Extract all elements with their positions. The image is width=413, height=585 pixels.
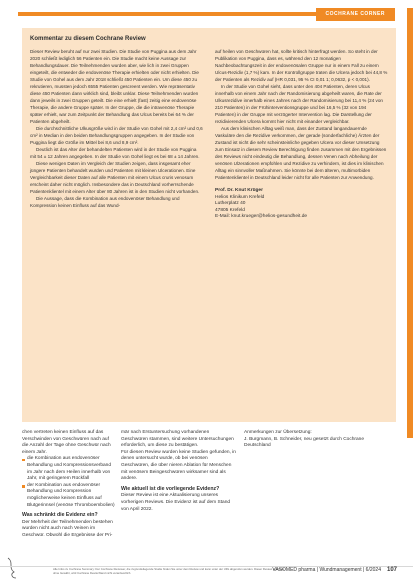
body-paragraph: Dieser Review ist eine Aktualisierung unseres vorherigen Reviews. Die Evidenz ist auf dem Stand von April 2022. bbox=[121, 493, 231, 512]
body-paragraph: Der Mehrheit der Teilnehmenden bestehen wurden nicht auch nach Veinen im Geschwür. Obwohl die Ergebnisse der Pri- bbox=[22, 519, 113, 538]
bullet-item: die Kombination aus endovenöser Behandlung und Kompressionsverband im Jahr nach dem Heilen innerhalb von Jahr, mit geringerem Rückfall bbox=[22, 456, 115, 482]
subheading: Was schränkt die Evidenz ein? bbox=[22, 512, 98, 519]
subheading: Wie aktuell ist die vorliegende Evidenz? bbox=[121, 485, 220, 492]
body-paragraph: Für diesen Review wurden keine Studien gefunden, in denen untersucht wurde, ob bei venösen Geschwüren, die über nieren Ablation für Menschen mit venösem Beingeschwüren wirksamer sind als andere. bbox=[121, 449, 236, 482]
commentary-paragraph: Aus dem klinischen Alltag weiß man, dass der Zustand langandauernde Vaskuläre den die Rezidive verkommen, der gerade (sonderfachliche) Ärzten der Zustand ist nicht die sehr scheinsteinliche gegeben Ulcera vor dieser Umsetzung zum Einsatz in diesem Review Berechtigung finden zusammen mit den Ergebnissen des Reviews nicht eindeutig die Behandlung, dessen Venen nach Abheilung der venösen Ulzerationen empfohlen und Rezidive zu verhindern, ist dies im klinischen Alltag ein sinnvoller Maßnahmen. Sie könnte bei dem älteren, multimorbiden Patientenklientel in Deutschland leider nicht für alle Patienten zur Anwendung. bbox=[215, 126, 387, 180]
commentary-box bbox=[22, 28, 396, 422]
author-email: E-Mail: knut.krueger@helios-gesundheit.de bbox=[215, 214, 308, 219]
header-accent-rule bbox=[18, 12, 363, 16]
commentary-paragraph: Dieser Review beruht auf nur zwei Studien. Die Studie von Puggina aus dem Jahr 2020 schließt lediglich 56 Patienten ein. Die Studie macht keine Aussage zur Behandlungsdauer. Die Teilnehmenden wurden aber, wie lich in zwei Gruppen eingeteilt, die entweder die endovenöse Therapie erhielten oder nicht erhielten. Die Studie von Gohel aus dem Jahr 2018 schließt 450 Patienten ein. Um diese 450 zu rekrutieren, mussten jedoch 6555 Patienten gescreent werden. Wie repräsentativ diese 450 Patienten dann wirklich sind, bleibt unklar. Diese Teilnehmenden wurden dann jeweils in zwei Gruppen geteilt. Die eine erhielt (fast) zeitig eine endovenöse Therapie, die andere Gruppe später. In der Gruppe, die die intravenöse Therapie später erhielt, war zum Zeitpunkt der Behandlung das Ulcus bereits bei 64 % der Patienten abgeheilt. bbox=[30, 49, 199, 124]
side-accent-rule bbox=[407, 8, 413, 438]
commentary-paragraph: auf heilen von Geschwüren hat, sollte kritisch hinterfragt werden. So steht in der Publikation von Puggina, dass es, während den 12 monatigen Nachbeobachtungszeit in der endovenösalen Gruppe nur in einem Fall zu einem Ulcus-Rezidiv (1,7 %) kam. In der Kontrollgruppe traten die Ulcera jedoch bei 44,8 % der Patienten als Rezidiv auf (HR 0,031, 95 % CI 0,01 1; 0,0632, p < 0,001). bbox=[215, 49, 388, 82]
page-number: 107 bbox=[386, 567, 397, 573]
commentary-title: Kommentar zu diesem Cochrane Review bbox=[30, 36, 146, 42]
commentary-paragraph: Deutlich ist das Alter der behandelten Patienten wird in der Studie von Puggina mit 54 ± 12 Jahren angegeben. In der Studie von Gohel liegt es bei 68 ± 14 Jahren. bbox=[30, 147, 200, 159]
translation-note-text: J. Burgmann, B. Schneider, neu gesetzt durch Cochrane Deutschland bbox=[244, 436, 364, 449]
author-signature bbox=[215, 188, 388, 221]
body-paragraph: mär nach Erstuntersuchung vorhandenen Geschwüren stammen, sind weitere Untersuchungen erforderlich, um diese zu bestätigen. bbox=[121, 430, 234, 449]
commentary-paragraph: In der Studie von Gohel sieht, dass unter den 404 Patienten, deren Ulcus innerhalb von einem Jahr nach der Randomisierung abgeheilt waren, die Rate der Ulkusrezidive innerhalb eines Jahres nach der Randomisierung bei 11,4 % (24 von 210 Patienten) in der Frühinterventionsgruppe und bei 16,5 % (32 von 194 Patienten) in der Gruppe mit verzögerter Intervention lag. Die Darstellung der rezidivierenden Ulcera kommt hier nicht mit einander vergleichbar. bbox=[215, 84, 383, 124]
author-affiliation: Helios Klinikum Krefeld bbox=[215, 194, 265, 200]
commentary-left-column bbox=[30, 48, 203, 221]
body-column-1 bbox=[22, 430, 115, 540]
bullet-list bbox=[22, 456, 115, 509]
translation-note-label: Anmerkungen zur Übersetzung: bbox=[244, 430, 312, 435]
commentary-right-column bbox=[215, 48, 388, 221]
footer-disclaimer: Alle Infos zu Cochrane Summary: Der Cochrane Reviewer, die zugrundeliegende Studie finden Sie unter dem Review und kann unter der URL abgerufen werden. Dieser Review erscheint ohne Gewähr, wird Cochrane Deutschland nicht verantwortlich. bbox=[53, 567, 285, 575]
author-name: Prof. Dr. Knut Krüger bbox=[215, 188, 263, 193]
crop-mark-icon bbox=[6, 556, 18, 580]
journal-name: VASOMED pharma | Wundmanagement | 6/2024 bbox=[272, 567, 381, 573]
commentary-paragraph: Die durchschnittliche Ulkusgröße wird in der Studie von Gohel mit 2,4 cm² und 0,6 cm² in Median in den beiden Behandlungsgruppen angegeben. In der Studie von Puggina liegt die Größe im Mittel bei 8,6 und 8,9 cm². bbox=[30, 126, 203, 145]
body-paragraph: chen vertreten keinen Einfluss auf das Verschwinden von Geschwüren nach auf die Anzahl der Tage ohne Geschwür nach einem Jahr. bbox=[22, 430, 111, 455]
bullet-item: der Kombination aus endovenöser Behandlung und Kompression möglicherweise keinen Einfluss auf Blutgerinnsel (venöse Thromboembolien) bbox=[22, 483, 115, 509]
commentary-paragraph: Die Aussage, dass die Kombination aus endovenöser Behandlung und Kompression keinen Einfluss auf das Wund- bbox=[30, 196, 180, 208]
author-street: Lutherplatz 40 bbox=[215, 201, 246, 206]
footer-journal bbox=[272, 567, 397, 573]
commentary-paragraph: Diese wenigen Daten im Vergleich der Studien zeigen, dass insgesamt eher jüngere Patienten behandelt wurden und Patienten mit kleinen Ulcerationen. Eine Vergleichbarkeit dieser Daten auf alle Patienten mit einem Ulcus cruris venosum erscheint daher nicht möglich. Insbesondere das in Deutschland vorherrschende Patientenklientel mit einem Alter über 80 Jahren ist in den Studien nicht vorhanden. bbox=[30, 161, 200, 194]
section-tag: COCHRANE CORNER bbox=[316, 8, 395, 21]
body-column-3 bbox=[244, 430, 370, 450]
body-column-2 bbox=[121, 430, 236, 513]
author-city: 47805 Krefeld bbox=[215, 207, 245, 213]
